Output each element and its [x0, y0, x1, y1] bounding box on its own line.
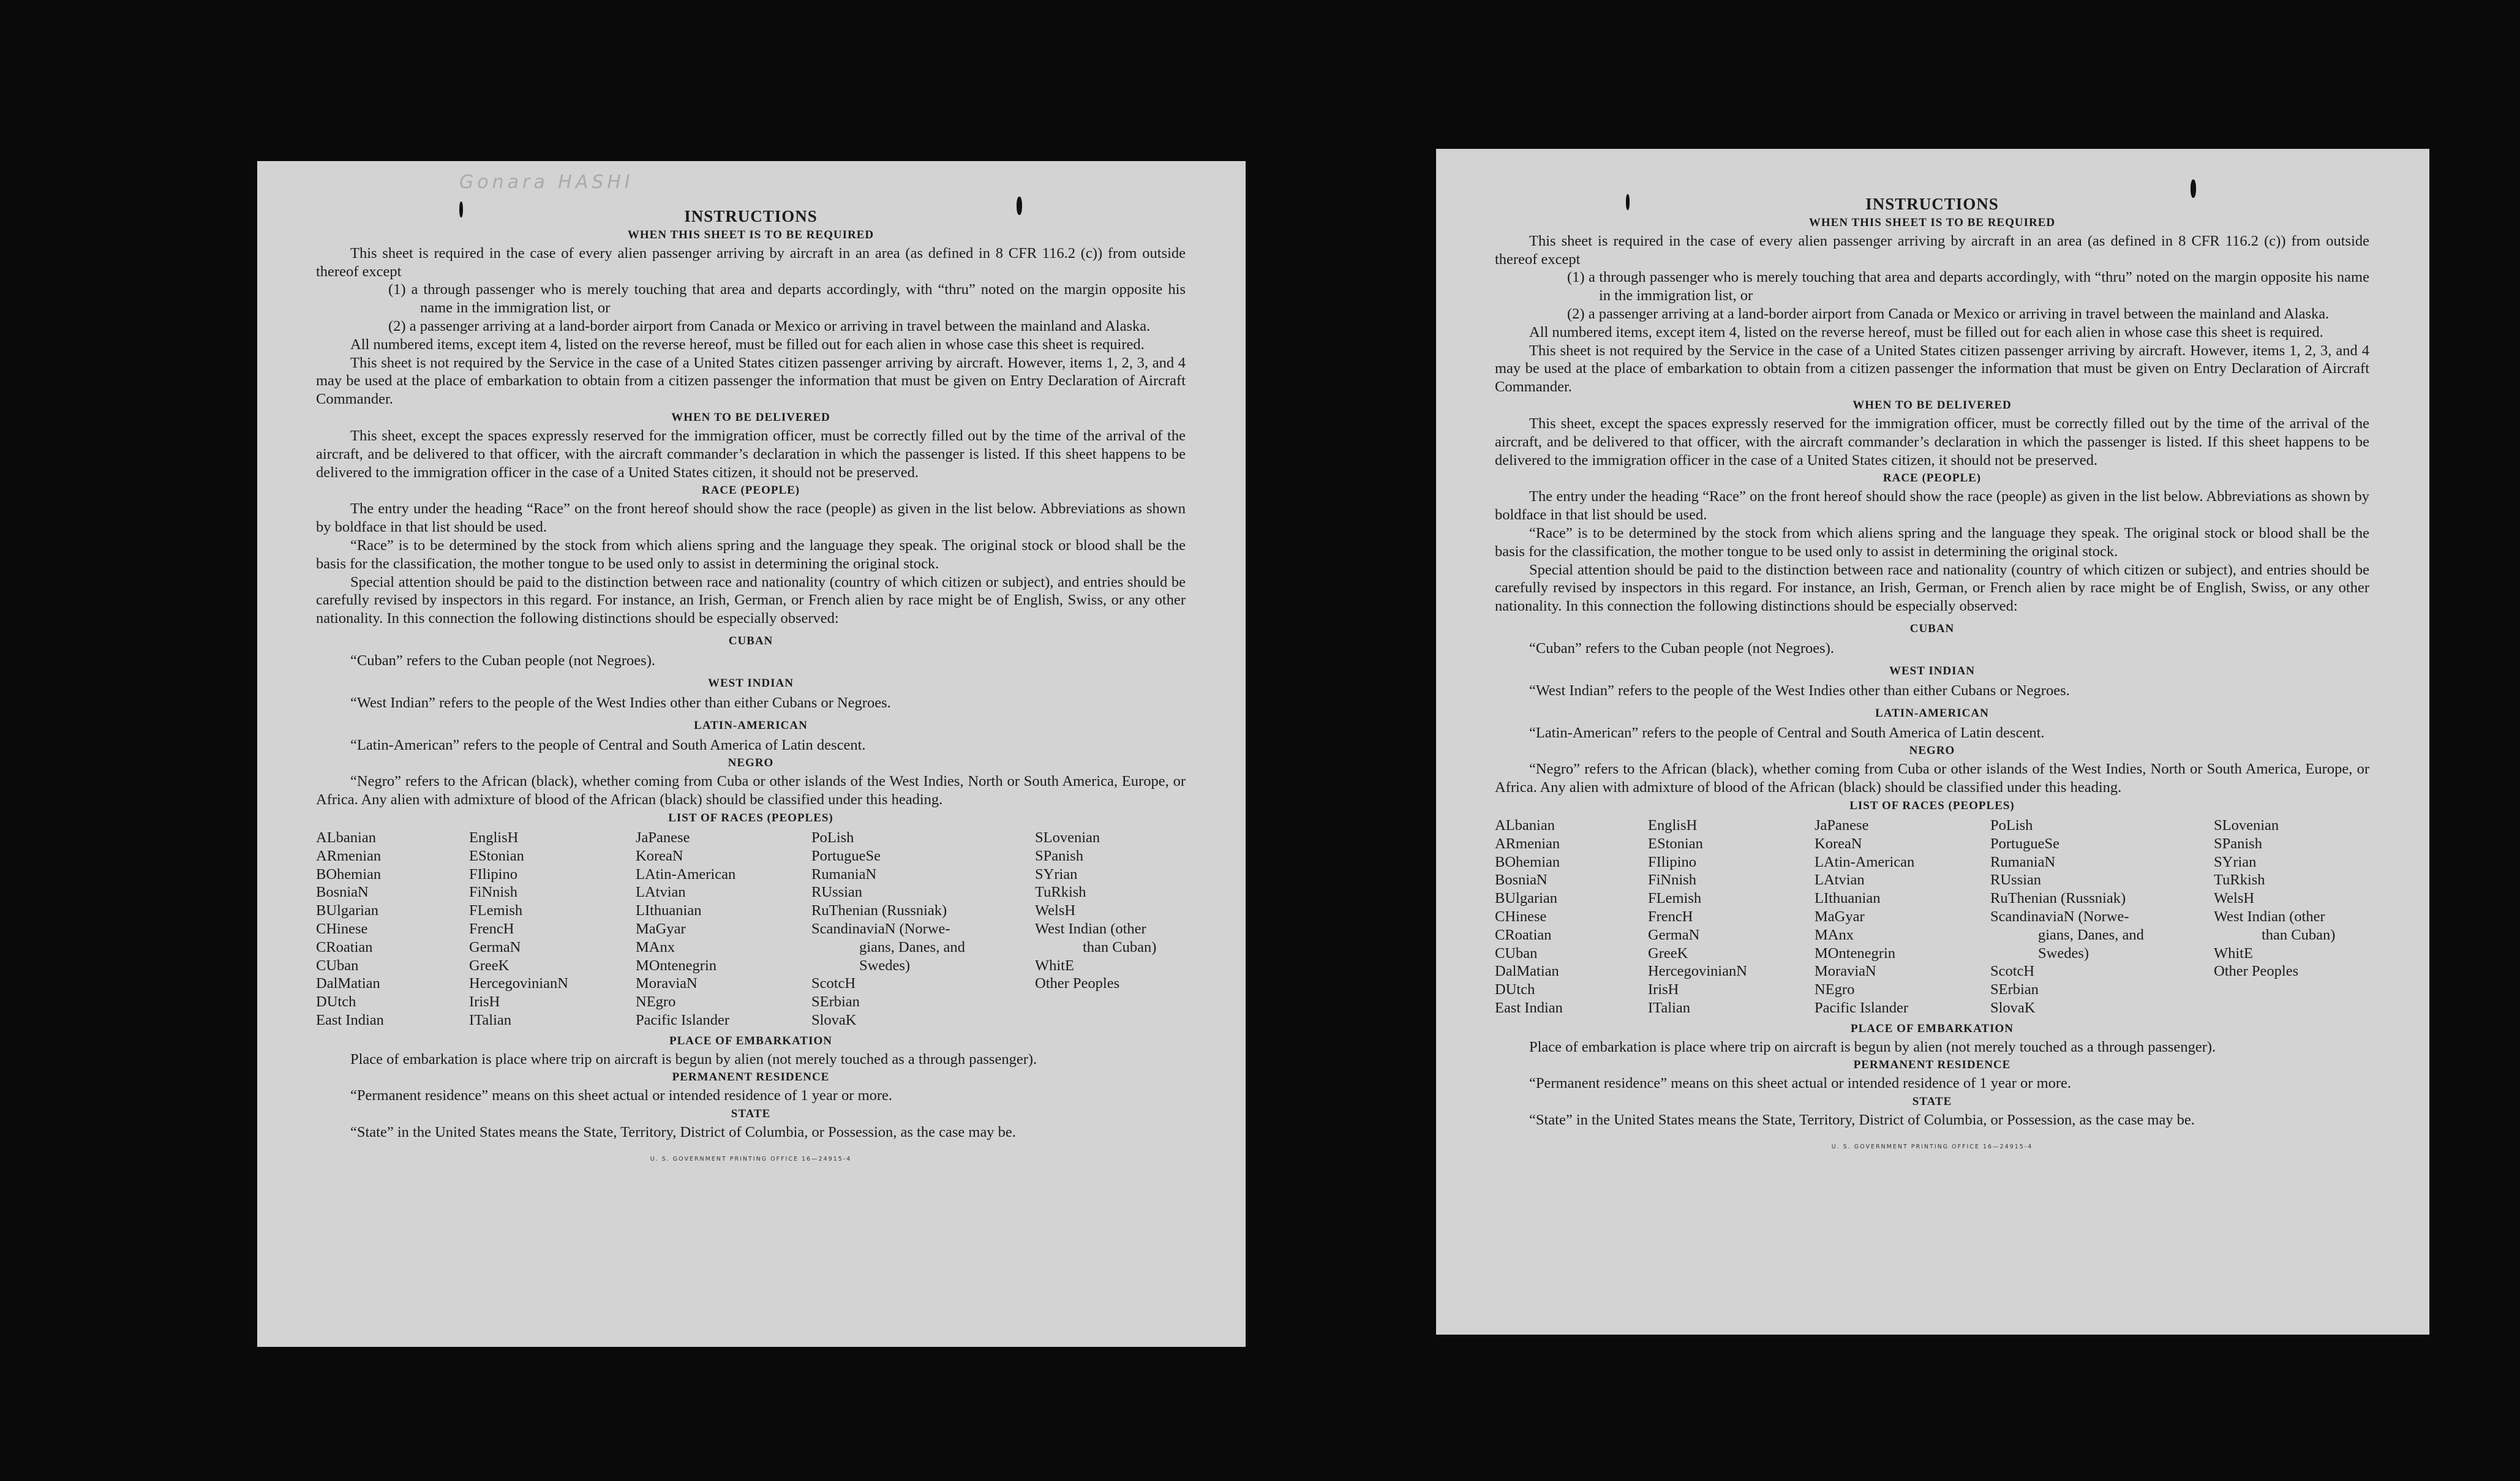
section-heading-embarkation: PLACE OF EMBARKATION: [1851, 1022, 2014, 1035]
races-column: [1495, 816, 1648, 1017]
race-entry: PortugueSe: [811, 847, 881, 864]
race-entry: FLemish: [469, 902, 523, 919]
paragraph-race-3: Special attention should be paid to the distinction between race and nationality (country of which citizen or subject), and entries should be carefully revised by inspectors in this regard. For instance, an Irish, German, or French alien by race might be of English, Swiss, or any other nationality. In this connection the following distinctions should be especially observed:: [316, 573, 1186, 627]
paragraph-state: “State” in the United States means the State, Territory, District of Columbia, or Possession, as the case may be.: [1529, 1112, 2195, 1129]
paragraph-west-indian: “West Indian” refers to the people of the West Indies other than either Cubans or Negroes.: [350, 694, 891, 711]
race-entry: EnglisH: [1648, 816, 1698, 834]
section-heading-delivered: WHEN TO BE DELIVERED: [1852, 398, 2012, 412]
race-entry: NEgro: [636, 993, 676, 1011]
race-entry: ScotcH: [811, 975, 856, 992]
race-entry: BosniaN: [316, 884, 369, 901]
paragraph-negro: “Negro” refers to the African (black), whether coming from Cuba or other islands of the West Indies, North or South America, Europe, or Africa. Any alien with admixture of blood of the African (black) should be classified under this heading.: [1495, 761, 2369, 796]
race-entry: MOntenegrin: [636, 957, 717, 974]
section-heading-cuban: CUBAN: [1909, 622, 1955, 635]
race-entry: CHinese: [1495, 908, 1547, 925]
race-entry: EnglisH: [469, 829, 519, 846]
race-entry: MaGyar: [1815, 908, 1865, 925]
race-entry: MOntenegrin: [1815, 944, 1895, 962]
race-entry: FrencH: [1648, 908, 1693, 925]
paragraph-numbered-items: All numbered items, except item 4, listed on the reverse hereof, must be filled out for each alien in whose case this sheet is required.: [350, 336, 1145, 353]
section-heading-cuban: CUBAN: [728, 634, 773, 647]
race-entry: MAnx: [636, 938, 675, 955]
section-heading-required: WHEN THIS SHEET IS TO BE REQUIRED: [1808, 216, 2056, 229]
paragraph-embarkation: Place of embarkation is place where trip on aircraft is begun by alien (not merely touched as a through passenger).: [1529, 1038, 2216, 1055]
race-entry: IrisH: [469, 993, 500, 1011]
race-entry: ITalian: [469, 1011, 512, 1028]
race-entry: SlovaK: [811, 1011, 857, 1028]
race-entry: Pacific Islander: [1815, 999, 1909, 1016]
race-entry: ScandinaviaN (Norwe-: [811, 920, 950, 937]
ink-mark: [459, 202, 463, 217]
paragraph-cuban: “Cuban” refers to the Cuban people (not Negroes).: [1529, 639, 1834, 657]
race-entry: MoraviaN: [636, 975, 698, 992]
list-item-1: (1) a through passenger who is merely touching that area and departs accordingly, with “thru” noted on the margin opposite his name in the immigration list, or: [1567, 269, 2369, 304]
race-entry: West Indian (other: [2214, 908, 2325, 925]
race-entry: SYrian: [2214, 853, 2257, 870]
race-entry: SErbian: [1990, 981, 2039, 998]
races-column: [316, 829, 469, 1030]
section-heading-embarkation: PLACE OF EMBARKATION: [669, 1034, 832, 1047]
race-entry: ARmenian: [316, 847, 382, 864]
race-entry: EStonian: [469, 847, 524, 864]
race-entry: Swedes): [2038, 944, 2089, 962]
paragraph-delivered: This sheet, except the spaces expressly reserved for the immigration officer, must be correctly filled out by the time of the arrival of the aircraft, and be delivered to that officer, with the aircraft commander’s declaration in which the passenger is listed. If this sheet happens to be delivered to the immigration officer in the case of a United States citizen, it should not be preserved.: [1495, 415, 2369, 469]
race-entry: ITalian: [1648, 999, 1691, 1016]
race-entry: LAtin-American: [1815, 853, 1915, 870]
race-entry: than Cuban): [1083, 938, 1157, 955]
race-entry: than Cuban): [2262, 926, 2336, 943]
race-entry: DalMatian: [1495, 963, 1559, 980]
section-heading-west-indian: WEST INDIAN: [1889, 664, 1975, 677]
race-entry: CUban: [316, 957, 359, 974]
race-entry: SPanish: [1035, 847, 1083, 864]
race-entry: BOhemian: [316, 865, 382, 883]
race-entry: SLovenian: [2214, 816, 2279, 834]
paragraph-state: “State” in the United States means the State, Territory, District of Columbia, or Possession, as the case may be.: [350, 1124, 1016, 1141]
race-entry: BUlgarian: [1495, 890, 1558, 907]
race-entry: CUban: [1495, 944, 1538, 962]
paragraph-not-required: This sheet is not required by the Service in the case of a United States citizen passenger arriving by aircraft. However, items 1, 2, 3, and 4 may be used at the place of embarkation to obtain from a citizen passenger the information that must be given on Entry Declaration of Aircraft Commander.: [1495, 342, 2369, 396]
race-entry: WhitE: [1035, 957, 1074, 974]
race-entry: LIthuanian: [1815, 890, 1881, 907]
instruction-sheet-left: [257, 161, 1246, 1347]
race-entry: DUtch: [316, 993, 356, 1011]
races-column: [1990, 816, 2214, 1017]
race-entry: RUssian: [1990, 872, 2042, 889]
race-entry: PoLish: [1990, 816, 2033, 834]
race-entry: ScotcH: [1990, 963, 2035, 980]
printer-imprint: U. S. GOVERNMENT PRINTING OFFICE 16—24915-4: [650, 1156, 852, 1163]
race-entry: Swedes): [859, 957, 911, 974]
race-entry: Other Peoples: [1035, 975, 1120, 992]
paragraph-numbered-items: All numbered items, except item 4, listed on the reverse hereof, must be filled out for each alien in whose case this sheet is required.: [1529, 323, 2323, 341]
race-entry: PortugueSe: [1990, 835, 2059, 852]
paragraph-residence: “Permanent residence” means on this sheet actual or intended residence of 1 year or more.: [350, 1087, 893, 1104]
race-entry: TuRkish: [1035, 884, 1086, 901]
section-heading-required: WHEN THIS SHEET IS TO BE REQUIRED: [627, 228, 874, 241]
race-entry: ScandinaviaN (Norwe-: [1990, 908, 2129, 925]
race-entry: RumaniaN: [1990, 853, 2056, 870]
ink-mark: [1017, 197, 1022, 215]
paragraph-negro: “Negro” refers to the African (black), whether coming from Cuba or other islands of the West Indies, North or South America, Europe, or Africa. Any alien with admixture of blood of the African (black) should be classified under this heading.: [316, 773, 1186, 808]
race-entry: MAnx: [1815, 926, 1854, 943]
race-entry: TuRkish: [2214, 872, 2265, 889]
race-entry: ARmenian: [1495, 835, 1560, 852]
race-entry: NEgro: [1815, 981, 1855, 998]
race-entry: LIthuanian: [636, 902, 702, 919]
section-heading-race: RACE (PEOPLE): [701, 484, 800, 497]
paragraph-race-2: “Race” is to be determined by the stock from which aliens spring and the language they speak. The original stock or blood shall be the basis for the classification, the mother tongue to be used only to assist in determining the original stock.: [316, 537, 1186, 572]
race-entry: WelsH: [2214, 890, 2255, 907]
race-entry: GermaN: [469, 938, 521, 955]
section-heading-state: STATE: [1912, 1095, 1952, 1109]
races-column: [469, 829, 636, 1030]
paragraph-west-indian: “West Indian” refers to the people of the West Indies other than either Cubans or Negroes.: [1529, 682, 2070, 699]
race-entry: SLovenian: [1035, 829, 1100, 846]
paragraph-latin-american: “Latin-American” refers to the people of Central and South America of Latin descent.: [350, 736, 866, 753]
ink-mark: [2191, 179, 2196, 198]
race-entry: LAtvian: [1815, 872, 1865, 889]
section-heading-negro: NEGRO: [728, 756, 774, 770]
section-heading-negro: NEGRO: [1909, 744, 1955, 758]
race-entry: CRoatian: [1495, 926, 1552, 943]
race-entry: Pacific Islander: [636, 1011, 730, 1028]
section-heading-residence: PERMANENT RESIDENCE: [1853, 1058, 2011, 1072]
races-column: [1648, 816, 1815, 1017]
paragraph-cuban: “Cuban” refers to the Cuban people (not Negroes).: [350, 652, 655, 669]
race-entry: CHinese: [316, 920, 368, 937]
list-item-2: (2) a passenger arriving at a land-border airport from Canada or Mexico or arriving in travel between the mainland and Alaska.: [1567, 305, 2330, 322]
race-entry: HercegovinianN: [469, 975, 568, 992]
race-entry: LAtvian: [636, 884, 686, 901]
race-entry: SlovaK: [1990, 999, 2036, 1016]
list-item-1: (1) a through passenger who is merely touching that area and departs accordingly, with “thru” noted on the margin opposite his name in the immigration list, or: [388, 281, 1186, 317]
race-entry: FLemish: [1648, 890, 1702, 907]
handwritten-annotation: Gonara HASHI: [459, 171, 634, 193]
races-list: [316, 829, 1186, 1030]
race-entry: PoLish: [811, 829, 854, 846]
page-title: INSTRUCTIONS: [1865, 195, 1999, 213]
race-entry: East Indian: [1495, 999, 1563, 1016]
race-entry: JaPanese: [1815, 816, 1869, 834]
race-entry: DalMatian: [316, 975, 380, 992]
race-entry: EStonian: [1648, 835, 1703, 852]
paragraph-race-2: “Race” is to be determined by the stock from which aliens spring and the language they speak. The original stock or blood shall be the basis for the classification, the mother tongue to be used only to assist in determining the original stock.: [1495, 524, 2369, 560]
race-entry: BosniaN: [1495, 872, 1548, 889]
race-entry: KoreaN: [1815, 835, 1862, 852]
race-entry: GreeK: [469, 957, 510, 974]
race-entry: HercegovinianN: [1648, 963, 1747, 980]
race-entry: GermaN: [1648, 926, 1700, 943]
section-heading-list-of-races: LIST OF RACES (PEOPLES): [668, 811, 833, 824]
race-entry: East Indian: [316, 1011, 384, 1028]
race-entry: ALbanian: [1495, 816, 1555, 834]
race-entry: GreeK: [1648, 944, 1688, 962]
paragraph-required: This sheet is required in the case of every alien passenger arriving by aircraft in an area (as defined in 8 CFR 116.2 (c)) from outside thereof except: [1495, 232, 2369, 268]
instruction-sheet-right: [1436, 149, 2429, 1335]
races-column: [1815, 816, 1990, 1017]
race-entry: gians, Danes, and: [2038, 926, 2144, 943]
race-entry: DUtch: [1495, 981, 1535, 998]
race-entry: BUlgarian: [316, 902, 379, 919]
race-entry: FIlipino: [1648, 853, 1696, 870]
race-entry: FIlipino: [469, 865, 517, 883]
printer-imprint: U. S. GOVERNMENT PRINTING OFFICE 16—24915-4: [1831, 1144, 2033, 1151]
section-heading-list-of-races: LIST OF RACES (PEOPLES): [1849, 799, 2015, 812]
race-entry: MaGyar: [636, 920, 686, 937]
race-entry: West Indian (other: [1035, 920, 1146, 937]
race-entry: gians, Danes, and: [859, 938, 965, 955]
races-column: [1035, 829, 1186, 1030]
paragraph-latin-american: “Latin-American” refers to the people of Central and South America of Latin descent.: [1529, 724, 2045, 741]
paragraph-embarkation: Place of embarkation is place where trip on aircraft is begun by alien (not merely touched as a through passenger).: [350, 1050, 1037, 1068]
race-entry: IrisH: [1648, 981, 1679, 998]
race-entry: ALbanian: [316, 829, 376, 846]
race-entry: FiNnish: [1648, 872, 1696, 889]
section-heading-latin-american: LATIN-AMERICAN: [1875, 706, 1989, 720]
list-item-2: (2) a passenger arriving at a land-border airport from Canada or Mexico or arriving in travel between the mainland and Alaska.: [388, 317, 1151, 334]
race-entry: JaPanese: [636, 829, 690, 846]
race-entry: MoraviaN: [1815, 963, 1876, 980]
paragraph-required: This sheet is required in the case of every alien passenger arriving by aircraft in an area (as defined in 8 CFR 116.2 (c)) from outside thereof except: [316, 244, 1186, 280]
race-entry: SPanish: [2214, 835, 2262, 852]
races-column: [636, 829, 811, 1030]
races-column: [2214, 816, 2369, 1017]
races-column: [811, 829, 1035, 1030]
race-entry: SYrian: [1035, 865, 1078, 883]
paragraph-delivered: This sheet, except the spaces expressly reserved for the immigration officer, must be correctly filled out by the time of the arrival of the aircraft, and be delivered to that officer, with the aircraft commander’s declaration in which the passenger is listed. If this sheet happens to be delivered to the immigration officer in the case of a United States citizen, it should not be preserved.: [316, 427, 1186, 481]
race-entry: WhitE: [2214, 944, 2253, 962]
section-heading-race: RACE (PEOPLE): [1882, 472, 1982, 485]
section-heading-delivered: WHEN TO BE DELIVERED: [671, 410, 830, 424]
race-entry: LAtin-American: [636, 865, 736, 883]
race-entry: KoreaN: [636, 847, 683, 864]
race-entry: BOhemian: [1495, 853, 1560, 870]
race-entry: RuThenian (Russniak): [811, 902, 947, 919]
paragraph-race-1: The entry under the heading “Race” on the front hereof should show the race (people) as given in the list below. Abbreviations as shown by boldface in that list should be used.: [1495, 488, 2369, 524]
race-entry: WelsH: [1035, 902, 1076, 919]
race-entry: FrencH: [469, 920, 514, 937]
race-entry: FiNnish: [469, 884, 517, 901]
section-heading-west-indian: WEST INDIAN: [708, 676, 794, 690]
race-entry: CRoatian: [316, 938, 373, 955]
paragraph-residence: “Permanent residence” means on this sheet actual or intended residence of 1 year or more.: [1529, 1075, 2072, 1092]
race-entry: SErbian: [811, 993, 860, 1011]
paragraph-race-3: Special attention should be paid to the distinction between race and nationality (country of which citizen or subject), and entries should be carefully revised by inspectors in this regard. For instance, an Irish, German, or French alien by race might be of English, Swiss, or any other nationality. In this connection the following distinctions should be especially observed:: [1495, 561, 2369, 615]
section-heading-latin-american: LATIN-AMERICAN: [694, 718, 808, 732]
race-entry: Other Peoples: [2214, 963, 2299, 980]
race-entry: RuThenian (Russniak): [1990, 890, 2126, 907]
paragraph-not-required: This sheet is not required by the Service in the case of a United States citizen passenger arriving by aircraft. However, items 1, 2, 3, and 4 may be used at the place of embarkation to obtain from a citizen passenger the information that must be given on Entry Declaration of Aircraft Commander.: [316, 354, 1186, 408]
section-heading-residence: PERMANENT RESIDENCE: [672, 1071, 830, 1084]
page-title: INSTRUCTIONS: [684, 207, 818, 225]
race-entry: RUssian: [811, 884, 863, 901]
section-heading-state: STATE: [731, 1107, 771, 1121]
paragraph-race-1: The entry under the heading “Race” on the front hereof should show the race (people) as given in the list below. Abbreviations as shown by boldface in that list should be used.: [316, 500, 1186, 536]
ink-mark: [1626, 194, 1630, 210]
races-list: [1495, 816, 2369, 1017]
race-entry: RumaniaN: [811, 865, 877, 883]
